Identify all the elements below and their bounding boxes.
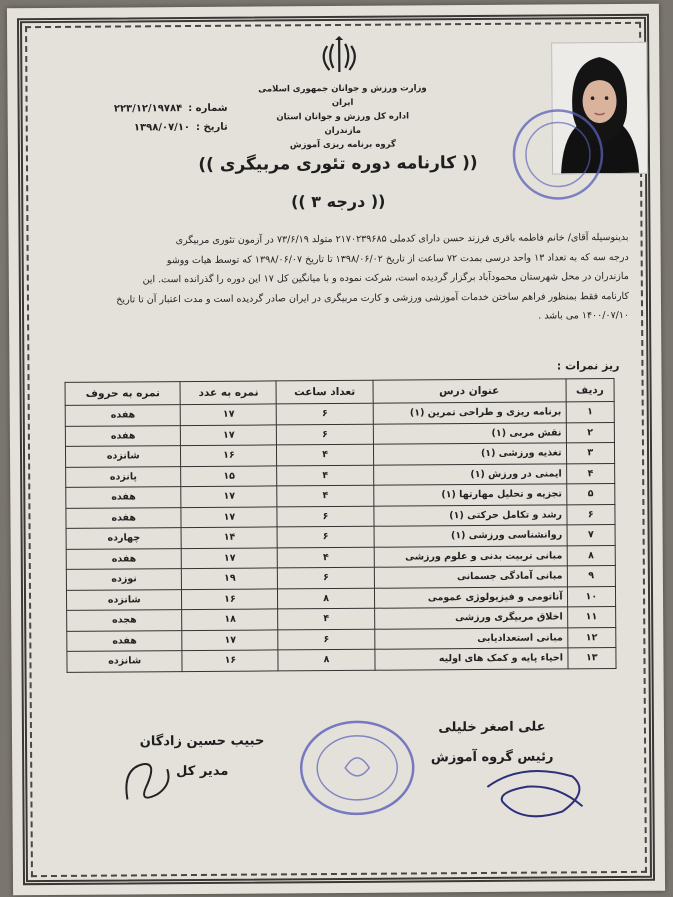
cell-grade-number: ۱۶ — [181, 445, 277, 466]
cell-course-title: ایمنی در ورزش (۱) — [373, 463, 566, 485]
cell-row-number: ۱۰ — [567, 586, 616, 607]
cell-hours: ۶ — [277, 506, 373, 527]
cell-hours: ۶ — [277, 424, 373, 445]
grades-label: ریز نمرات : — [556, 359, 620, 373]
cell-course-title: مبانی استعدادیابی — [375, 627, 568, 649]
cell-hours: ۸ — [278, 588, 374, 609]
cell-course-title: برنامه ریزی و طراحی تمرین (۱) — [373, 402, 566, 424]
document-meta — [78, 99, 228, 138]
cell-course-title: مبانی تربیت بدنی و علوم ورزشی — [374, 545, 567, 567]
body-line: کارنامه فقط بمنظور فراهم ساختن خدمات آموزشی ورزشی و کارت مربیگری در ایران صادر گردیده است و مدت اعتبار آن تا تاریخ — [116, 290, 629, 306]
cell-grade-words: شانزده — [67, 651, 183, 672]
cell-grade-number: ۱۷ — [182, 629, 278, 650]
cell-hours: ۴ — [277, 485, 373, 506]
cell-row-number: ۱۳ — [567, 648, 616, 669]
body-line: درجه سه که به تعداد ۱۳ واحد درسی بمدت ۷۲ ساعت از تاریخ ۱۳۹۸/۰۶/۰۲ تا تاریخ ۱۳۹۸/۰۶/۰۷ که توسط هیات ووشو — [166, 251, 629, 266]
cell-row-number: ۲ — [566, 422, 615, 443]
certificate-paper — [7, 4, 665, 896]
cell-grade-words: هفده — [66, 487, 182, 508]
cell-row-number: ۳ — [566, 443, 615, 464]
cell-grade-number: ۱۵ — [181, 465, 277, 486]
cell-hours: ۶ — [277, 526, 373, 547]
cell-hours: ۴ — [278, 547, 374, 568]
cell-grade-words: نوزده — [66, 569, 182, 590]
cell-row-number: ۱۲ — [567, 627, 616, 648]
date-value: ۱۳۹۸/۰۷/۱۰ — [133, 122, 191, 134]
signatory-name-left: حبیب حسین زادگان — [139, 733, 265, 750]
cell-course-title: آناتومی و فیزیولوژی عمومی — [374, 586, 567, 608]
cell-row-number: ۹ — [567, 566, 616, 587]
cell-row-number: ۷ — [567, 525, 616, 546]
cell-grade-number: ۱۷ — [181, 486, 277, 507]
cell-row-number: ۱ — [566, 402, 615, 423]
col-header-grade-number: نمره به عدد — [180, 381, 276, 405]
signature-scribble-left-icon — [117, 749, 177, 809]
certificate-body — [68, 228, 629, 329]
cell-hours: ۶ — [277, 403, 373, 424]
col-header-grade-words: نمره به حروف — [65, 382, 181, 406]
cell-grade-words: چهارده — [66, 528, 182, 549]
cell-hours: ۶ — [278, 629, 374, 650]
signatory-title-left: مدیر کل — [176, 763, 229, 780]
cell-hours: ۸ — [278, 649, 374, 670]
cell-hours: ۴ — [278, 608, 374, 629]
cell-grade-words: شانزده — [65, 446, 181, 467]
ministry-line: وزارت ورزش و جوانان جمهوری اسلامی ایران — [258, 83, 427, 109]
cell-grade-number: ۱۹ — [182, 568, 278, 589]
cell-course-title: مبانی آمادگی جسمانی — [374, 566, 567, 588]
signatory-title-right: رئیس گروه آموزش — [430, 749, 554, 766]
cell-grade-words: هفده — [65, 425, 181, 446]
cell-row-number: ۸ — [567, 545, 616, 566]
cell-grade-words: هفده — [66, 507, 182, 528]
cell-grade-words: شانزده — [66, 589, 182, 610]
cell-grade-number: ۱۶ — [182, 588, 278, 609]
signature-scribble-right-icon — [482, 756, 592, 827]
cell-row-number: ۱۱ — [567, 607, 616, 628]
cell-grade-number: ۱۷ — [181, 404, 277, 425]
cell-row-number: ۵ — [566, 484, 615, 505]
cell-grade-words: هفده — [65, 405, 181, 426]
certificate-title: (( کارنامه دوره تئوری مربیگری )) — [198, 153, 478, 175]
col-header-row-number: ردیف — [566, 379, 615, 402]
body-line: مازندران در محل شهرستان محمودآباد برگزار گردیده است، شرکت نموده و با میانگین کل ۱۷ این دوره را گذرانده است. این — [142, 270, 629, 286]
cell-grade-number: ۱۶ — [182, 650, 278, 671]
cell-course-title: تجزیه و تحلیل مهارتها (۱) — [374, 484, 567, 506]
table-row — [67, 648, 616, 672]
cell-grade-number: ۱۷ — [181, 506, 277, 527]
col-header-course-title: عنوان درس — [373, 379, 566, 403]
cell-grade-number: ۱۴ — [182, 527, 278, 548]
cell-row-number: ۶ — [566, 504, 615, 525]
col-header-hours: تعداد ساعت — [276, 380, 373, 404]
cell-grade-number: ۱۷ — [182, 547, 278, 568]
group-line: گروه برنامه ریزی آموزش — [289, 139, 396, 151]
cell-grade-number: ۱۸ — [182, 609, 278, 630]
cell-course-title: نقش مربی (۱) — [373, 422, 566, 444]
cell-course-title: رشد و تکامل حرکتی (۱) — [374, 504, 567, 526]
cell-row-number: ۴ — [566, 463, 615, 484]
cell-hours: ۴ — [277, 465, 373, 486]
issuer-header — [257, 81, 427, 152]
photo-stamp-icon — [508, 104, 609, 205]
cell-grade-words: هفده — [67, 630, 183, 651]
body-line: ۱۴۰۰/۰۷/۱۰ می باشد . — [538, 309, 630, 322]
office-line: اداره کل ورزش و جوانان استان مازندران — [276, 111, 410, 137]
body-line: بدینوسیله آقای/ خانم فاطمه باقری فرزند حسن دارای کدملی ۲۱۷۰۲۳۹۶۸۵ متولد ۷۳/۶/۱۹ در آزمون تئوری مربیگری — [175, 231, 629, 247]
cell-hours: ۶ — [278, 567, 374, 588]
cell-hours: ۴ — [277, 444, 373, 465]
grades-table — [65, 378, 617, 672]
cell-course-title: تغذیه ورزشی (۱) — [373, 443, 566, 465]
cell-course-title: احیاء پایه و کمک های اولیه — [375, 648, 568, 670]
date-label: تاریخ : — [195, 121, 228, 133]
number-label: شماره : — [188, 102, 228, 115]
cell-grade-words: پانزده — [66, 466, 182, 487]
cell-course-title: روانشناسی ورزشی (۱) — [374, 525, 567, 547]
iran-emblem-icon — [319, 36, 359, 78]
cell-grade-words: هجده — [67, 610, 183, 631]
number-value: ۲۲۳/۱۲/۱۹۷۸۴ — [113, 103, 183, 115]
signatory-name-right: علی اصغر خلیلی — [438, 719, 546, 736]
cell-grade-number: ۱۷ — [181, 424, 277, 445]
certificate-grade: (( درجه ۳ )) — [291, 191, 386, 212]
cell-course-title: اخلاق مربیگری ورزشی — [374, 607, 567, 629]
cell-grade-words: هفده — [66, 548, 182, 569]
